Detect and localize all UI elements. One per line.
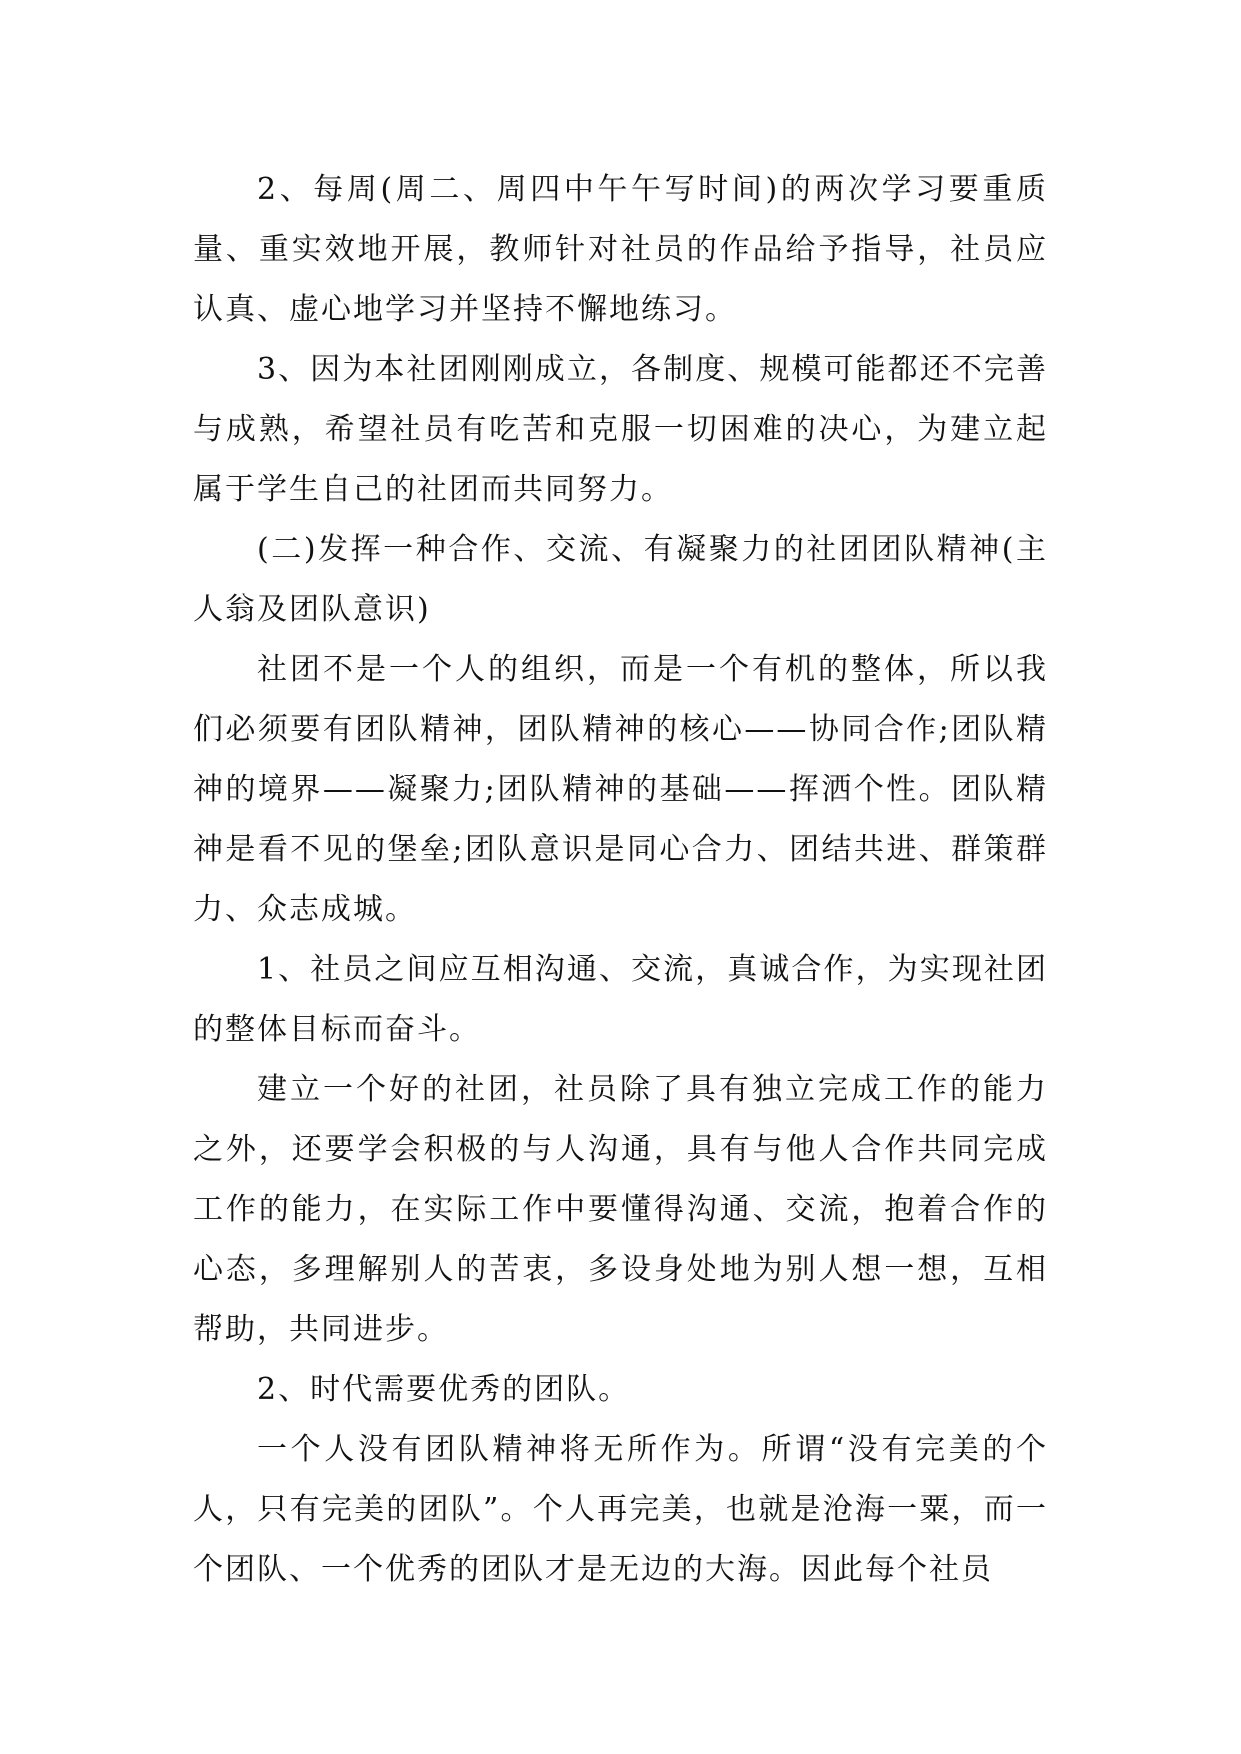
paragraph-cooperation-ability: 建立一个好的社团，社员除了具有独立完成工作的能力之外，还要学会积极的与人沟通，具有与他人合作共同完成工作的能力，在实际工作中要懂得沟通、交流，抱着合作的心态，多理解别人的苦衷，多设身处地为别人想一想，互相帮助，共同进步。 [193,1072,1048,1347]
paragraph-team-spirit-core: 社团不是一个人的组织，而是一个有机的整体，所以我们必须要有团队精神，团队精神的核心——协同合作;团队精神的境界——凝聚力;团队精神的基础——挥洒个性。团队精神是看不见的堡垒;团队意识是同心合力、团结共进、群策群力、众志成城。 [193,652,1048,927]
paragraph-club-founding: 3、因为本社团刚刚成立，各制度、规模可能都还不完善与成熟，希望社员有吃苦和克服一切困难的决心，为建立起属于学生自己的社团而共同努力。 [193,352,1048,507]
paragraph-weekly-study: 2、每周(周二、周四中午午写时间)的两次学习要重质量、重实效地开展，教师针对社员的作品给予指导，社员应认真、虚心地学习并坚持不懈地练习。 [193,172,1048,327]
paragraph-member-communication: 1、社员之间应互相沟通、交流，真诚合作，为实现社团的整体目标而奋斗。 [193,952,1048,1047]
paragraph-no-perfect-individual: 一个人没有团队精神将无所作为。所谓“没有完美的个人，只有完美的团队”。个人再完美，也就是沧海一粟，而一个团队、一个优秀的团队才是无边的大海。因此每个社员 [193,1432,1048,1587]
paragraph-section-heading-team-spirit: (二)发挥一种合作、交流、有凝聚力的社团团队精神(主人翁及团队意识) [193,532,1048,627]
document-body [193,160,1048,1600]
paragraph-excellent-team: 2、时代需要优秀的团队。 [257,1372,631,1407]
